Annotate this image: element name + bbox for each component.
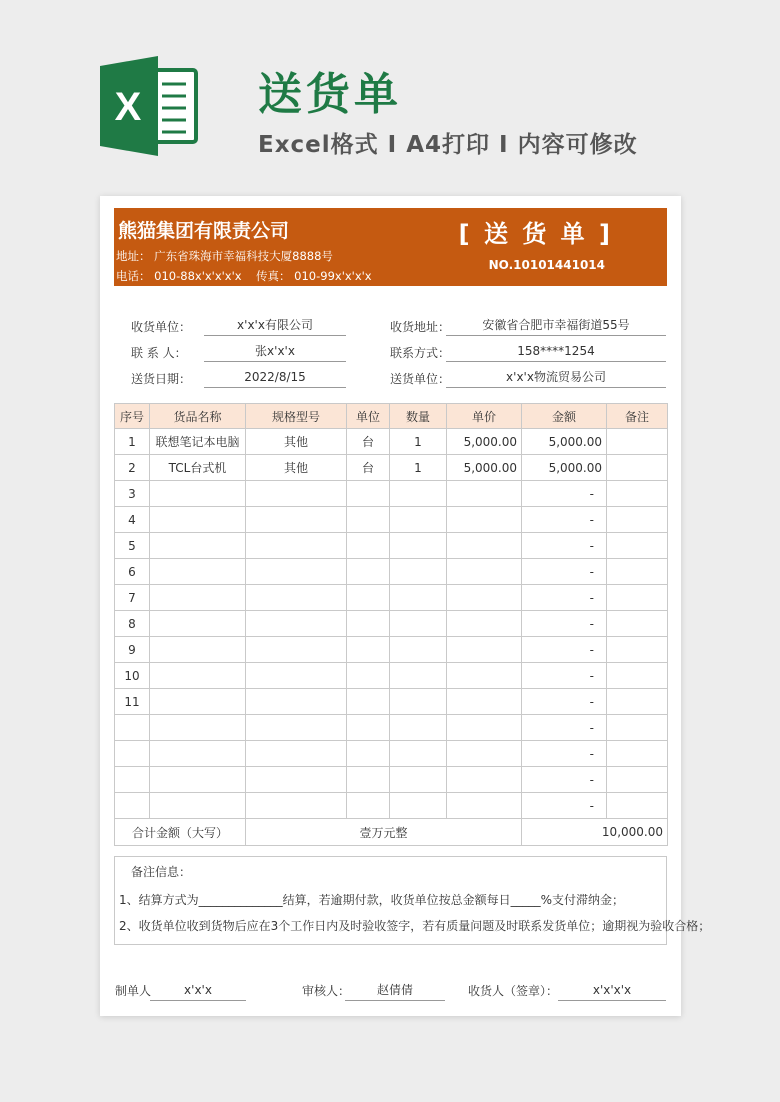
cell-remark[interactable] [607, 611, 668, 637]
sender-label: 送货单位： [390, 372, 451, 386]
cell-price[interactable] [447, 689, 522, 715]
total-amount[interactable]: 10,000.00 [522, 819, 668, 846]
cell-unit[interactable] [347, 793, 390, 819]
cell-spec[interactable] [246, 611, 347, 637]
col-header-spec: 规格型号 [246, 404, 347, 429]
cell-amount[interactable]: - [522, 585, 607, 611]
cell-price[interactable] [447, 793, 522, 819]
cell-spec[interactable] [246, 637, 347, 663]
cell-remark[interactable] [607, 481, 668, 507]
page-subtitle: Excel格式 I A4打印 I 内容可修改 [258, 132, 638, 158]
receiver-label: 收货单位： [131, 320, 192, 334]
cell-index[interactable] [115, 741, 150, 767]
cell-unit[interactable] [347, 663, 390, 689]
total-row [115, 819, 668, 846]
contact-method-field[interactable]: 158****1254 [446, 342, 666, 362]
cell-amount[interactable]: - [522, 533, 607, 559]
cell-qty[interactable] [390, 559, 447, 585]
cell-index[interactable]: 11 [115, 689, 150, 715]
table-row [115, 663, 668, 689]
cell-name[interactable] [150, 741, 246, 767]
reviewer-field[interactable]: 赵倩倩 [345, 981, 445, 1001]
cell-qty[interactable] [390, 507, 447, 533]
col-header-index: 序号 [115, 404, 150, 429]
cell-spec[interactable] [246, 767, 347, 793]
cell-price[interactable] [447, 585, 522, 611]
table-row [115, 533, 668, 559]
cell-remark[interactable] [607, 559, 668, 585]
cell-index[interactable] [115, 767, 150, 793]
cell-amount[interactable]: - [522, 741, 607, 767]
table-row [115, 585, 668, 611]
cell-remark[interactable] [607, 585, 668, 611]
cell-unit[interactable] [347, 767, 390, 793]
recv-address-field[interactable]: 安徽省合肥市幸福街道55号 [446, 316, 666, 336]
cell-unit[interactable] [347, 689, 390, 715]
cell-amount[interactable]: - [522, 793, 607, 819]
table-row [115, 507, 668, 533]
table-row [115, 481, 668, 507]
cell-price[interactable] [447, 715, 522, 741]
page-title: 送货单 [258, 69, 402, 120]
cell-remark[interactable] [607, 741, 668, 767]
table-row [115, 611, 668, 637]
date-label: 送货日期： [131, 372, 192, 386]
cell-price[interactable]: 5,000.00 [447, 429, 522, 455]
cell-name[interactable] [150, 689, 246, 715]
cell-qty[interactable]: 1 [390, 429, 447, 455]
cell-amount[interactable]: - [522, 611, 607, 637]
cell-remark[interactable] [607, 429, 668, 455]
table-row [115, 741, 668, 767]
cell-amount[interactable]: 5,000.00 [522, 455, 607, 481]
cell-name[interactable]: TCL台式机 [150, 455, 246, 481]
col-header-unit: 单位 [347, 404, 390, 429]
cell-name[interactable] [150, 533, 246, 559]
cell-name[interactable] [150, 507, 246, 533]
cell-qty[interactable]: 1 [390, 455, 447, 481]
cell-amount[interactable]: 5,000.00 [522, 429, 607, 455]
cell-price[interactable] [447, 741, 522, 767]
slip-title: [ 送 货 单 ] [458, 220, 613, 248]
col-header-remark: 备注 [607, 404, 668, 429]
maker-field[interactable]: x'x'x [150, 981, 246, 1001]
company-address: 地址： 广东省珠海市幸福科技大厦8888号 [116, 249, 333, 263]
cell-qty[interactable] [390, 585, 447, 611]
table-row [115, 793, 668, 819]
cell-amount[interactable]: - [522, 507, 607, 533]
cell-index[interactable]: 5 [115, 533, 150, 559]
cell-amount[interactable]: - [522, 559, 607, 585]
notes-line-2[interactable]: 2、收货单位收到货物后应在3个工作日内及时验收签字，若有质量问题及时联系发货单位；逾期视为验收合格； [119, 919, 711, 933]
cell-spec[interactable] [246, 507, 347, 533]
notes-title: 备注信息： [131, 865, 192, 879]
cell-amount[interactable]: - [522, 663, 607, 689]
table-row [115, 559, 668, 585]
cell-unit[interactable] [347, 585, 390, 611]
items-table [114, 403, 668, 846]
cell-index[interactable]: 6 [115, 559, 150, 585]
cell-name[interactable] [150, 663, 246, 689]
cell-qty[interactable] [390, 715, 447, 741]
cell-index[interactable]: 4 [115, 507, 150, 533]
cell-spec[interactable]: 其他 [246, 455, 347, 481]
cell-index[interactable]: 1 [115, 429, 150, 455]
cell-amount[interactable]: - [522, 637, 607, 663]
total-label: 合计金额（大写） [115, 819, 246, 846]
excel-logo-icon [96, 56, 204, 156]
cell-amount[interactable]: - [522, 715, 607, 741]
cell-remark[interactable] [607, 793, 668, 819]
recv-address-label: 收货地址： [390, 320, 451, 334]
cell-qty[interactable] [390, 689, 447, 715]
cell-name[interactable] [150, 611, 246, 637]
table-row [115, 637, 668, 663]
reviewer-label: 审核人： [302, 984, 351, 998]
cell-amount[interactable]: - [522, 689, 607, 715]
company-name: 熊猫集团有限责公司 [118, 220, 290, 242]
cell-remark[interactable] [607, 533, 668, 559]
table-header-row [115, 404, 668, 429]
cell-remark[interactable] [607, 455, 668, 481]
table-row [115, 455, 668, 481]
cell-unit[interactable] [347, 715, 390, 741]
cell-qty[interactable] [390, 663, 447, 689]
company-phone: 电话： 010-88x'x'x'x'x [116, 269, 242, 283]
receiver-sign-label: 收货人（签章）： [468, 984, 559, 998]
col-header-qty: 数量 [390, 404, 447, 429]
cell-index[interactable]: 10 [115, 663, 150, 689]
cell-name[interactable] [150, 481, 246, 507]
cell-name[interactable]: 联想笔记本电脑 [150, 429, 246, 455]
document-header-bar [114, 208, 667, 286]
cell-qty[interactable] [390, 741, 447, 767]
notes-line-1[interactable]: 1、结算方式为______________结算，若逾期付款，收货单位按总金额每日_____%支付滞纳金； [119, 893, 625, 907]
cell-remark[interactable] [607, 767, 668, 793]
col-header-price: 单价 [447, 404, 522, 429]
contact-method-label: 联系方式： [390, 346, 451, 360]
cell-spec[interactable] [246, 793, 347, 819]
cell-unit[interactable] [347, 507, 390, 533]
cell-unit[interactable] [347, 481, 390, 507]
cell-spec[interactable]: 其他 [246, 429, 347, 455]
company-fax: 传真： 010-99x'x'x'x [256, 269, 372, 283]
cell-qty[interactable] [390, 481, 447, 507]
cell-qty[interactable] [390, 793, 447, 819]
date-field[interactable]: 2022/8/15 [204, 368, 346, 388]
cell-price[interactable] [447, 481, 522, 507]
cell-qty[interactable] [390, 637, 447, 663]
cell-unit[interactable]: 台 [347, 455, 390, 481]
cell-price[interactable] [447, 663, 522, 689]
cell-remark[interactable] [607, 715, 668, 741]
cell-price[interactable] [447, 533, 522, 559]
cell-index[interactable] [115, 715, 150, 741]
cell-spec[interactable] [246, 585, 347, 611]
cell-unit[interactable] [347, 559, 390, 585]
cell-unit[interactable] [347, 533, 390, 559]
cell-spec[interactable] [246, 715, 347, 741]
cell-price[interactable] [447, 559, 522, 585]
cell-remark[interactable] [607, 663, 668, 689]
cell-unit[interactable] [347, 637, 390, 663]
cell-qty[interactable] [390, 533, 447, 559]
col-header-amount: 金额 [522, 404, 607, 429]
cell-spec[interactable] [246, 481, 347, 507]
cell-remark[interactable] [607, 507, 668, 533]
cell-index[interactable]: 7 [115, 585, 150, 611]
cell-unit[interactable]: 台 [347, 429, 390, 455]
cell-name[interactable] [150, 559, 246, 585]
cell-index[interactable]: 9 [115, 637, 150, 663]
maker-label: 制单人 [115, 984, 152, 998]
cell-amount[interactable]: - [522, 767, 607, 793]
cell-unit[interactable] [347, 611, 390, 637]
cell-index[interactable]: 3 [115, 481, 150, 507]
cell-name[interactable] [150, 793, 246, 819]
cell-spec[interactable] [246, 559, 347, 585]
table-row [115, 715, 668, 741]
receiver-sign-field[interactable]: x'x'x'x [558, 981, 666, 1001]
cell-price[interactable]: 5,000.00 [447, 455, 522, 481]
receiver-field[interactable]: x'x'x有限公司 [204, 316, 346, 336]
cell-remark[interactable] [607, 637, 668, 663]
cell-unit[interactable] [347, 741, 390, 767]
contact-field[interactable]: 张x'x'x [204, 342, 346, 362]
cell-name[interactable] [150, 637, 246, 663]
svg-text:X: X [114, 85, 142, 129]
cell-index[interactable] [115, 793, 150, 819]
cell-qty[interactable] [390, 767, 447, 793]
table-row [115, 429, 668, 455]
cell-amount[interactable]: - [522, 481, 607, 507]
cell-name[interactable] [150, 585, 246, 611]
slip-number: NO.10101441014 [488, 258, 605, 272]
notes-box [114, 856, 711, 945]
cell-name[interactable] [150, 767, 246, 793]
cell-price[interactable] [447, 507, 522, 533]
cell-remark[interactable] [607, 689, 668, 715]
cell-spec[interactable] [246, 741, 347, 767]
cell-price[interactable] [447, 611, 522, 637]
cell-price[interactable] [447, 767, 522, 793]
cell-name[interactable] [150, 715, 246, 741]
contact-label: 联 系 人： [131, 346, 187, 360]
cell-index[interactable]: 2 [115, 455, 150, 481]
cell-index[interactable]: 8 [115, 611, 150, 637]
table-row [115, 767, 668, 793]
col-header-name: 货品名称 [150, 404, 246, 429]
cell-spec[interactable] [246, 663, 347, 689]
cell-price[interactable] [447, 637, 522, 663]
total-in-words[interactable]: 壹万元整 [246, 819, 522, 846]
cell-spec[interactable] [246, 689, 347, 715]
cell-qty[interactable] [390, 611, 447, 637]
cell-spec[interactable] [246, 533, 347, 559]
sender-field[interactable]: x'x'x物流贸易公司 [446, 368, 666, 388]
table-row [115, 689, 668, 715]
